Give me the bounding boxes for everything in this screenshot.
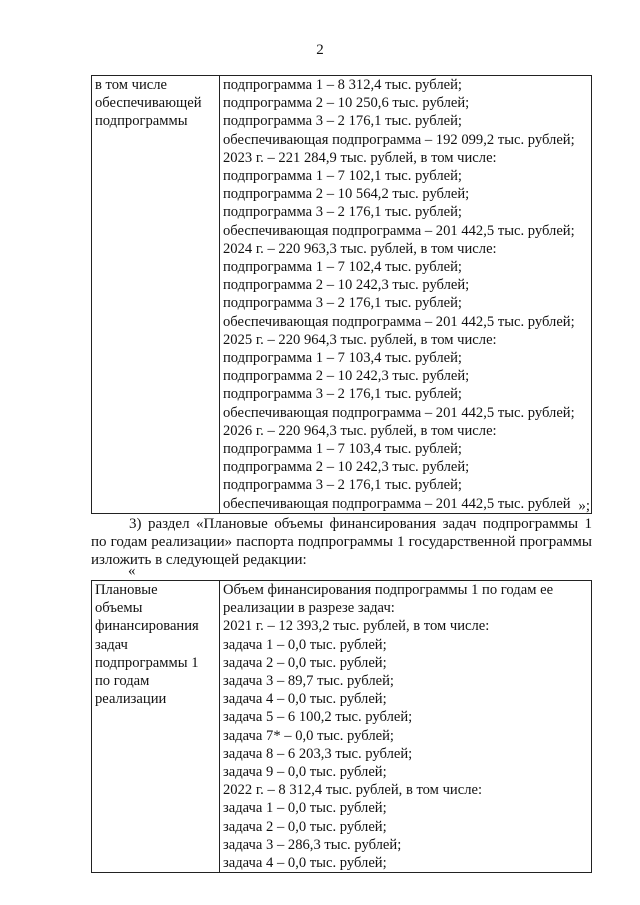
row-label-line: подпрограммы [95, 113, 188, 130]
amendment-paragraph [91, 516, 592, 569]
value-line: задача 3 – 89,7 тыс. рублей; [223, 673, 394, 690]
row-value-cell [220, 76, 592, 514]
value-line: задача 5 – 6 100,2 тыс. рублей; [223, 709, 413, 726]
value-line: подпрограмма 3 – 2 176,1 тыс. рублей; [223, 295, 462, 312]
row-label-line: Плановые [95, 582, 158, 598]
value-line: обеспечивающая подпрограмма – 201 442,5 тыс. рублей [223, 495, 571, 512]
value-line: обеспечивающая подпрограмма – 201 442,5 тыс. рублей; [223, 222, 575, 239]
row-label-line: обеспечивающей [95, 95, 202, 112]
value-line: задача 3 – 286,3 тыс. рублей; [223, 836, 402, 853]
row-label-line: финансирования [95, 618, 199, 635]
row-label-line: в том числе [95, 77, 168, 93]
value-line: обеспечивающая подпрограмма – 201 442,5 тыс. рублей; [223, 313, 575, 330]
value-line: подпрограмма 1 – 7 102,1 тыс. рублей; [223, 168, 462, 185]
value-line: подпрограмма 2 – 10 250,6 тыс. рублей; [223, 95, 470, 112]
value-line: подпрограмма 1 – 7 103,4 тыс. рублей; [223, 350, 462, 367]
value-line: 2024 г. – 220 963,3 тыс. рублей, в том числе: [223, 240, 497, 257]
value-line: подпрограмма 3 – 2 176,1 тыс. рублей; [223, 113, 462, 130]
row-label-line: объемы [95, 600, 143, 617]
value-line: задача 2 – 0,0 тыс. рублей; [223, 818, 387, 835]
value-line: Объем финансирования подпрограммы 1 по годам ее [223, 582, 554, 598]
value-line: 2025 г. – 220 964,3 тыс. рублей, в том числе: [223, 331, 497, 348]
paragraph-line: изложить в следующей редакции: [91, 551, 307, 568]
paragraph-line: 3) раздел «Плановые объемы финансирования задач подпрограммы 1 [129, 516, 592, 532]
opening-quote: « [128, 563, 136, 579]
value-line: подпрограмма 2 – 10 242,3 тыс. рублей; [223, 368, 470, 385]
value-line: реализации в разрезе задач: [223, 600, 395, 617]
row-value-cell [220, 581, 592, 873]
value-line: подпрограмма 1 – 7 103,4 тыс. рублей; [223, 441, 462, 458]
value-line: задача 1 – 0,0 тыс. рублей; [223, 800, 387, 817]
value-line: подпрограмма 1 – 7 102,4 тыс. рублей; [223, 259, 462, 276]
value-line: обеспечивающая подпрограмма – 201 442,5 тыс. рублей; [223, 404, 575, 421]
value-line: задача 4 – 0,0 тыс. рублей; [223, 855, 387, 872]
row-label-line: подпрограммы 1 [95, 654, 199, 671]
value-line: 2026 г. – 220 964,3 тыс. рублей, в том числе: [223, 422, 497, 439]
value-line: задача 4 – 0,0 тыс. рублей; [223, 691, 387, 708]
value-line: задача 9 – 0,0 тыс. рублей; [223, 764, 387, 781]
value-line: 2022 г. – 8 312,4 тыс. рублей, в том числе: [223, 782, 483, 799]
value-line: задача 7* – 0,0 тыс. рублей; [223, 727, 394, 744]
table-row [92, 76, 592, 514]
value-line: 2023 г. – 221 284,9 тыс. рублей, в том числе: [223, 149, 497, 166]
row-label-line: задач [95, 636, 128, 653]
value-line: подпрограмма 1 – 8 312,4 тыс. рублей; [223, 77, 462, 93]
value-line: обеспечивающая подпрограмма – 192 099,2 тыс. рублей; [223, 131, 575, 148]
paragraph-line: по годам реализации» паспорта подпрограммы 1 государственной программы [91, 533, 592, 550]
closing-quote: »; [578, 498, 590, 514]
row-label-line: по годам [95, 673, 150, 690]
row-label-cell [92, 581, 220, 873]
financing-table-continued [91, 75, 592, 514]
value-line: задача 8 – 6 203,3 тыс. рублей; [223, 745, 413, 762]
value-line: задача 1 – 0,0 тыс. рублей; [223, 636, 387, 653]
page-number: 2 [316, 42, 324, 58]
row-label-line: реализации [95, 691, 167, 708]
value-line: подпрограмма 2 – 10 242,3 тыс. рублей; [223, 459, 470, 476]
value-line: подпрограмма 3 – 2 176,1 тыс. рублей; [223, 204, 462, 221]
value-line: подпрограмма 3 – 2 176,1 тыс. рублей; [223, 477, 462, 494]
value-line: 2021 г. – 12 393,2 тыс. рублей, в том числе: [223, 618, 490, 635]
value-line: задача 2 – 0,0 тыс. рублей; [223, 654, 387, 671]
row-label-cell [92, 76, 220, 514]
value-line: подпрограмма 2 – 10 564,2 тыс. рублей; [223, 186, 470, 203]
value-line: подпрограмма 2 – 10 242,3 тыс. рублей; [223, 277, 470, 294]
value-line: подпрограмма 3 – 2 176,1 тыс. рублей; [223, 386, 462, 403]
table-row [92, 581, 592, 873]
financing-table-new [91, 580, 592, 873]
